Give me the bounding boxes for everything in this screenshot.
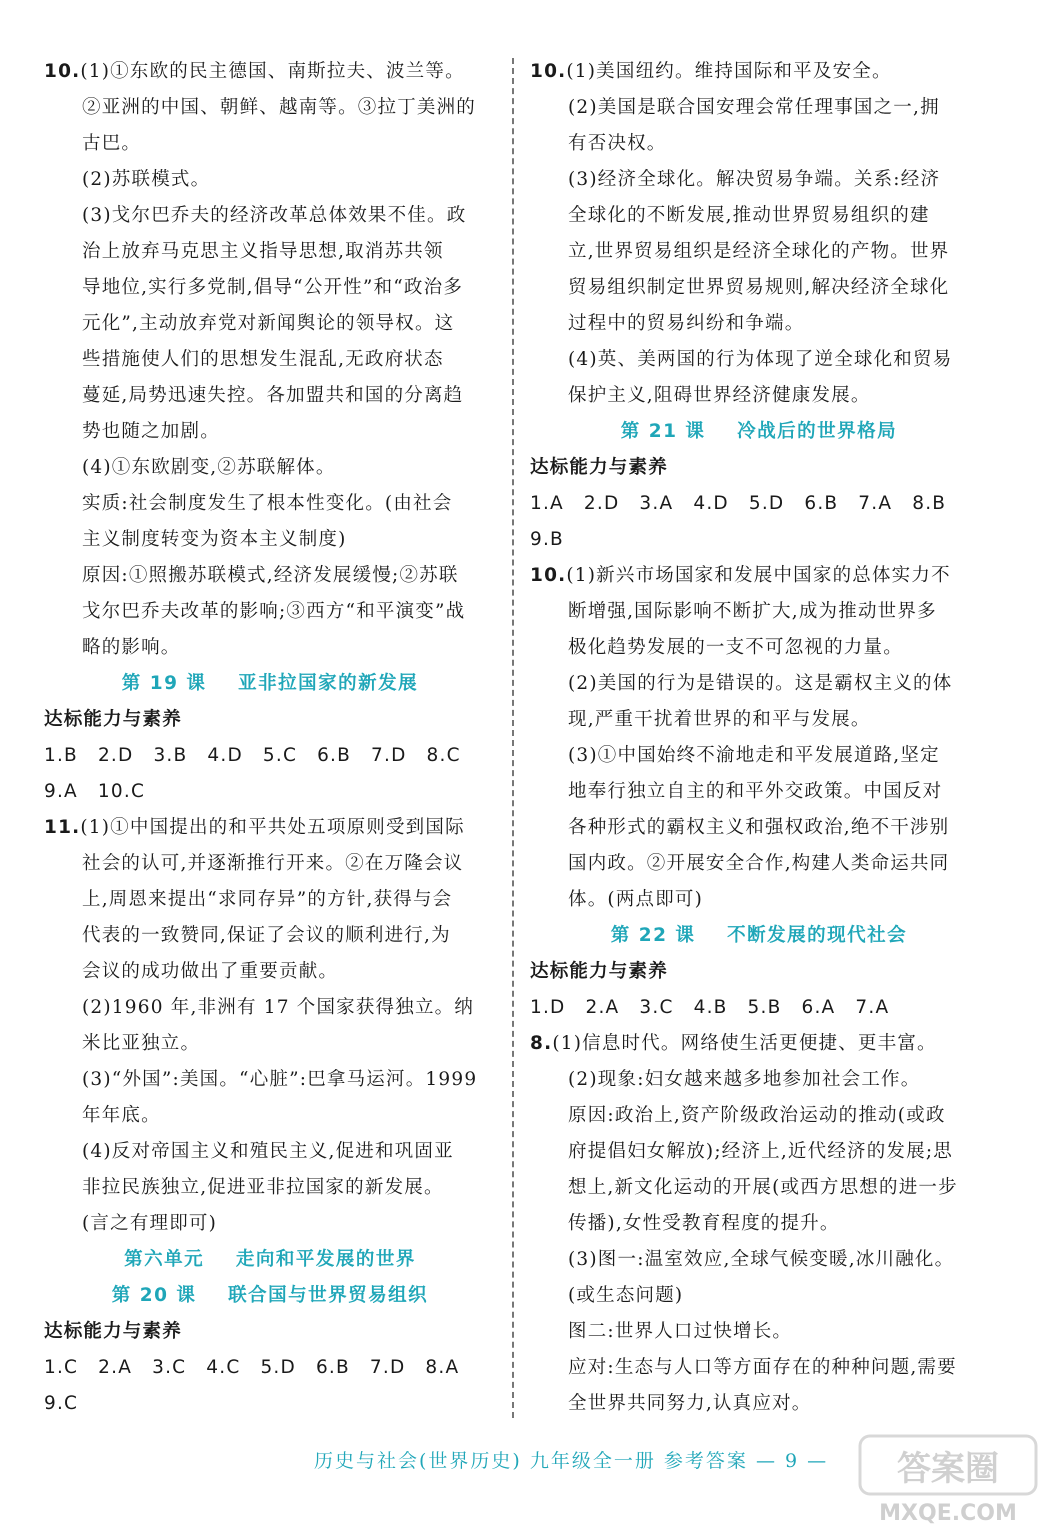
line-text: (1)①中国提出的和平共处五项原则受到国际 — [80, 817, 465, 838]
line-text: (4)反对帝国主义和殖民主义,促进和巩固亚 — [82, 1141, 454, 1162]
line-text: 年年底。 — [82, 1105, 161, 1126]
line-text: (1)①东欧的民主德国、南斯拉夫、波兰等。 — [80, 61, 465, 82]
left-column — [44, 54, 496, 1422]
line-text: 传播),女性受教育程度的提升。 — [568, 1213, 840, 1234]
answer-item: 4.D — [693, 493, 729, 514]
text-line — [530, 90, 988, 126]
text-line — [530, 1026, 988, 1062]
text-line — [44, 1134, 496, 1170]
line-text: 地奉行独立自主的和平外交政策。中国反对 — [568, 781, 943, 802]
line-text: 导地位,实行多党制,倡导“公开性”和“政治多 — [82, 277, 464, 298]
page-footer: 历史与社会(世界历史) 九年级全一册 参考答案 — 9 — — [314, 1450, 829, 1472]
text-line — [44, 594, 496, 630]
text-line — [530, 378, 988, 414]
answer-item: 7.A — [858, 493, 893, 514]
text-line — [44, 234, 496, 270]
line-text: 第六单元 走向和平发展的世界 — [124, 1249, 416, 1270]
answer-item: 3.A — [639, 493, 674, 514]
text-line — [530, 702, 988, 738]
answer-item: 7.D — [369, 1357, 406, 1378]
answer-item: 7.D — [371, 745, 407, 766]
line-text: 势也随之加剧。 — [82, 421, 220, 442]
watermark-bottom: MXQE.COM — [879, 1501, 1017, 1526]
answer-item: 1.C — [44, 1357, 79, 1378]
line-text: 达标能力与素养 — [44, 709, 182, 730]
answer-row — [530, 522, 988, 558]
watermark-logo — [858, 1434, 1038, 1526]
line-text: 代表的一致赞同,保证了会议的顺利进行,为 — [82, 925, 451, 946]
line-text: 达标能力与素养 — [530, 457, 668, 478]
watermark-top: 答案圈 — [897, 1449, 999, 1489]
answer-item: 2.D — [97, 745, 134, 766]
text-line — [44, 1026, 496, 1062]
answer-item: 9.A — [44, 781, 78, 802]
answer-item: 4.D — [207, 745, 243, 766]
answer-row — [44, 1386, 496, 1422]
line-text: 戈尔巴乔夫改革的影响;③西方“和平演变”战 — [82, 601, 466, 622]
text-line — [44, 522, 496, 558]
line-text: (或生态问题) — [568, 1285, 684, 1306]
text-line — [530, 198, 988, 234]
answer-item: 6.B — [315, 1357, 350, 1378]
text-line — [530, 594, 988, 630]
answer-item: 1.D — [530, 997, 566, 1018]
line-text: (2)苏联模式。 — [82, 169, 211, 190]
section-heading — [530, 450, 988, 486]
answer-row — [44, 1350, 496, 1386]
text-line — [44, 990, 496, 1026]
answer-row — [44, 738, 496, 774]
line-text: 过程中的贸易纠纷和争端。 — [568, 313, 805, 334]
text-line — [530, 774, 988, 810]
line-text: 些措施使人们的思想发生混乱,无政府状态 — [82, 349, 444, 370]
line-text: (4)①东欧剧变,②苏联解体。 — [82, 457, 336, 478]
answer-item: 5.D — [260, 1357, 296, 1378]
line-text: 第 19 课 亚非拉国家的新发展 — [121, 673, 419, 694]
answer-item: 1.B — [44, 745, 78, 766]
lesson-heading — [44, 1242, 496, 1278]
line-text: 米比亚独立。 — [82, 1033, 201, 1054]
line-text: (3)戈尔巴乔夫的经济改革总体效果不佳。政 — [82, 205, 467, 226]
line-text: 第 22 课 不断发展的现代社会 — [610, 925, 908, 946]
text-line — [530, 1206, 988, 1242]
answer-row — [530, 990, 988, 1026]
line-text: 蔓延,局势迅速失控。各加盟共和国的分离趋 — [82, 385, 464, 406]
right-column — [530, 54, 988, 1422]
answer-row — [44, 774, 496, 810]
line-text: 全球化的不断发展,推动世界贸易组织的建 — [568, 205, 930, 226]
line-text: (3)“外国”:美国。“心脏”:巴拿马运河。1999 — [82, 1069, 478, 1090]
line-text: (言之有理即可) — [82, 1213, 218, 1234]
text-line — [44, 270, 496, 306]
answer-row — [530, 486, 988, 522]
text-line — [44, 882, 496, 918]
answer-item: 5.C — [262, 745, 298, 766]
text-line — [44, 162, 496, 198]
text-line — [44, 306, 496, 342]
line-text: (1)新兴市场国家和发展中国家的总体实力不 — [566, 565, 951, 586]
answer-item: 2.A — [98, 1357, 133, 1378]
line-text: 保护主义,阻碍世界经济健康发展。 — [568, 385, 871, 406]
question-number: 10. — [530, 61, 567, 82]
text-line — [44, 90, 496, 126]
line-text: (2)现象:妇女越来越多地参加社会工作。 — [568, 1069, 921, 1090]
text-line — [44, 414, 496, 450]
text-line — [530, 666, 988, 702]
text-line — [530, 1350, 988, 1386]
line-text: 想上,新文化运动的开展(或西方思想的进一步 — [568, 1177, 958, 1198]
text-line — [44, 918, 496, 954]
line-text: 略的影响。 — [82, 637, 181, 658]
answer-item: 3.C — [152, 1357, 187, 1378]
answer-item: 5.D — [748, 493, 785, 514]
line-text: 极化趋势发展的一支不可忽视的力量。 — [568, 637, 903, 658]
text-line — [530, 270, 988, 306]
text-line — [44, 126, 496, 162]
question-number: 10. — [530, 565, 567, 586]
text-line — [530, 1242, 988, 1278]
line-text: 社会的认可,并逐渐推行开来。②在万隆会议 — [82, 853, 464, 874]
section-heading — [44, 702, 496, 738]
column-divider — [512, 58, 514, 1418]
question-number: 11. — [44, 817, 81, 838]
text-line — [530, 1062, 988, 1098]
answer-item: 1.A — [530, 493, 564, 514]
text-line — [44, 954, 496, 990]
line-text: 上,周恩来提出“求同存异”的方针,获得与会 — [82, 889, 453, 910]
text-line — [530, 342, 988, 378]
text-line — [530, 846, 988, 882]
line-text: (2)美国是联合国安理会常任理事国之一,拥 — [568, 97, 940, 118]
answer-item: 9.C — [44, 1393, 79, 1414]
line-text: 断增强,国际影响不断扩大,成为推动世界多 — [568, 601, 937, 622]
line-text: (3)①中国始终不渝地走和平发展道路,坚定 — [568, 745, 940, 766]
answer-item: 6.B — [804, 493, 839, 514]
answer-item: 3.B — [153, 745, 188, 766]
text-line — [530, 1170, 988, 1206]
line-text: 国内政。②开展安全合作,构建人类命运共同 — [568, 853, 950, 874]
line-text: 原因:政治上,资产阶级政治运动的推动(或政 — [568, 1105, 946, 1126]
text-line — [44, 558, 496, 594]
line-text: (2)1960 年,非洲有 17 个国家获得独立。纳 — [82, 997, 475, 1018]
line-text: 古巴。 — [82, 133, 142, 154]
lesson-heading — [530, 918, 988, 954]
line-text: ②亚洲的中国、朝鲜、越南等。③拉丁美洲的 — [82, 97, 477, 118]
text-line — [44, 1206, 496, 1242]
text-line — [530, 234, 988, 270]
line-text: (4)英、美两国的行为体现了逆全球化和贸易 — [568, 349, 953, 370]
answer-item: 8.C — [426, 745, 461, 766]
line-text: 各种形式的霸权主义和强权政治,绝不干涉别 — [568, 817, 950, 838]
lesson-heading — [530, 414, 988, 450]
answer-item: 2.D — [583, 493, 620, 514]
line-text: 贸易组织制定世界贸易规则,解决经济全球化 — [568, 277, 950, 298]
line-text: 全世界共同努力,认真应对。 — [568, 1393, 812, 1414]
text-line — [530, 738, 988, 774]
line-text: (3)图一:温室效应,全球气候变暖,冰川融化。 — [568, 1249, 955, 1270]
text-line — [530, 882, 988, 918]
line-text: 府提倡妇女解放);经济上,近代经济的发展;思 — [568, 1141, 953, 1162]
line-text: (2)美国的行为是错误的。这是霸权主义的体 — [568, 673, 953, 694]
line-text: 非拉民族独立,促进亚非拉国家的新发展。 — [82, 1177, 444, 1198]
text-line — [44, 54, 496, 90]
text-line — [44, 810, 496, 846]
line-text: 达标能力与素养 — [530, 961, 668, 982]
line-text: 体。(两点即可) — [568, 889, 704, 910]
text-line — [44, 450, 496, 486]
line-text: (1)信息时代。网络使生活更便捷、更丰富。 — [552, 1033, 937, 1054]
text-line — [530, 306, 988, 342]
line-text: 第 21 课 冷战后的世界格局 — [620, 421, 898, 442]
text-line — [44, 342, 496, 378]
line-text: 有否决权。 — [568, 133, 667, 154]
text-line — [44, 846, 496, 882]
line-text: 会议的成功做出了重要贡献。 — [82, 961, 339, 982]
text-line — [44, 486, 496, 522]
text-line — [44, 630, 496, 666]
section-heading — [530, 954, 988, 990]
answer-item: 9.B — [530, 529, 564, 550]
line-text: 立,世界贸易组织是经济全球化的产物。世界 — [568, 241, 950, 262]
answer-item: 8.A — [425, 1357, 460, 1378]
text-line — [530, 810, 988, 846]
answer-item: 2.A — [585, 997, 620, 1018]
question-number: 10. — [44, 61, 81, 82]
text-line — [530, 54, 988, 90]
line-text: (1)美国纽约。维持国际和平及安全。 — [566, 61, 892, 82]
lesson-heading — [44, 1278, 496, 1314]
line-text: 第 20 课 联合国与世界贸易组织 — [111, 1285, 429, 1306]
question-number: 8. — [530, 1033, 553, 1054]
line-text: 现,严重干扰着世界的和平与发展。 — [568, 709, 871, 730]
text-line — [530, 162, 988, 198]
line-text: 治上放弃马克思主义指导思想,取消苏共领 — [82, 241, 444, 262]
line-text: 实质:社会制度发生了根本性变化。(由社会 — [82, 493, 453, 514]
line-text: 主义制度转变为资本主义制度) — [82, 529, 347, 550]
section-heading — [44, 1314, 496, 1350]
text-line — [530, 126, 988, 162]
text-line — [44, 1062, 496, 1098]
text-line — [530, 1278, 988, 1314]
text-line — [530, 1098, 988, 1134]
text-line — [530, 1386, 988, 1422]
answer-item: 7.A — [855, 997, 890, 1018]
text-line — [44, 1170, 496, 1206]
line-text: 图二:世界人口过快增长。 — [568, 1321, 793, 1342]
answer-item: 8.B — [912, 493, 947, 514]
line-text: 应对:生态与人口等方面存在的种种问题,需要 — [568, 1357, 957, 1378]
text-line — [530, 1134, 988, 1170]
text-line — [530, 1314, 988, 1350]
lesson-heading — [44, 666, 496, 702]
line-text: 达标能力与素养 — [44, 1321, 182, 1342]
text-line — [530, 630, 988, 666]
answer-item: 3.C — [639, 997, 674, 1018]
text-line — [44, 378, 496, 414]
answer-item: 4.B — [693, 997, 728, 1018]
answer-item: 6.A — [801, 997, 836, 1018]
answer-item: 4.C — [206, 1357, 241, 1378]
text-line — [530, 558, 988, 594]
text-line — [44, 1098, 496, 1134]
line-text: 原因:①照搬苏联模式,经济发展缓慢;②苏联 — [82, 565, 459, 586]
answer-item: 5.B — [747, 997, 782, 1018]
text-line — [44, 198, 496, 234]
line-text: (3)经济全球化。解决贸易争端。关系:经济 — [568, 169, 941, 190]
answer-item: 6.B — [317, 745, 352, 766]
line-text: 元化”,主动放弃党对新闻舆论的领导权。这 — [82, 313, 455, 334]
answer-item: 10.C — [97, 781, 146, 802]
